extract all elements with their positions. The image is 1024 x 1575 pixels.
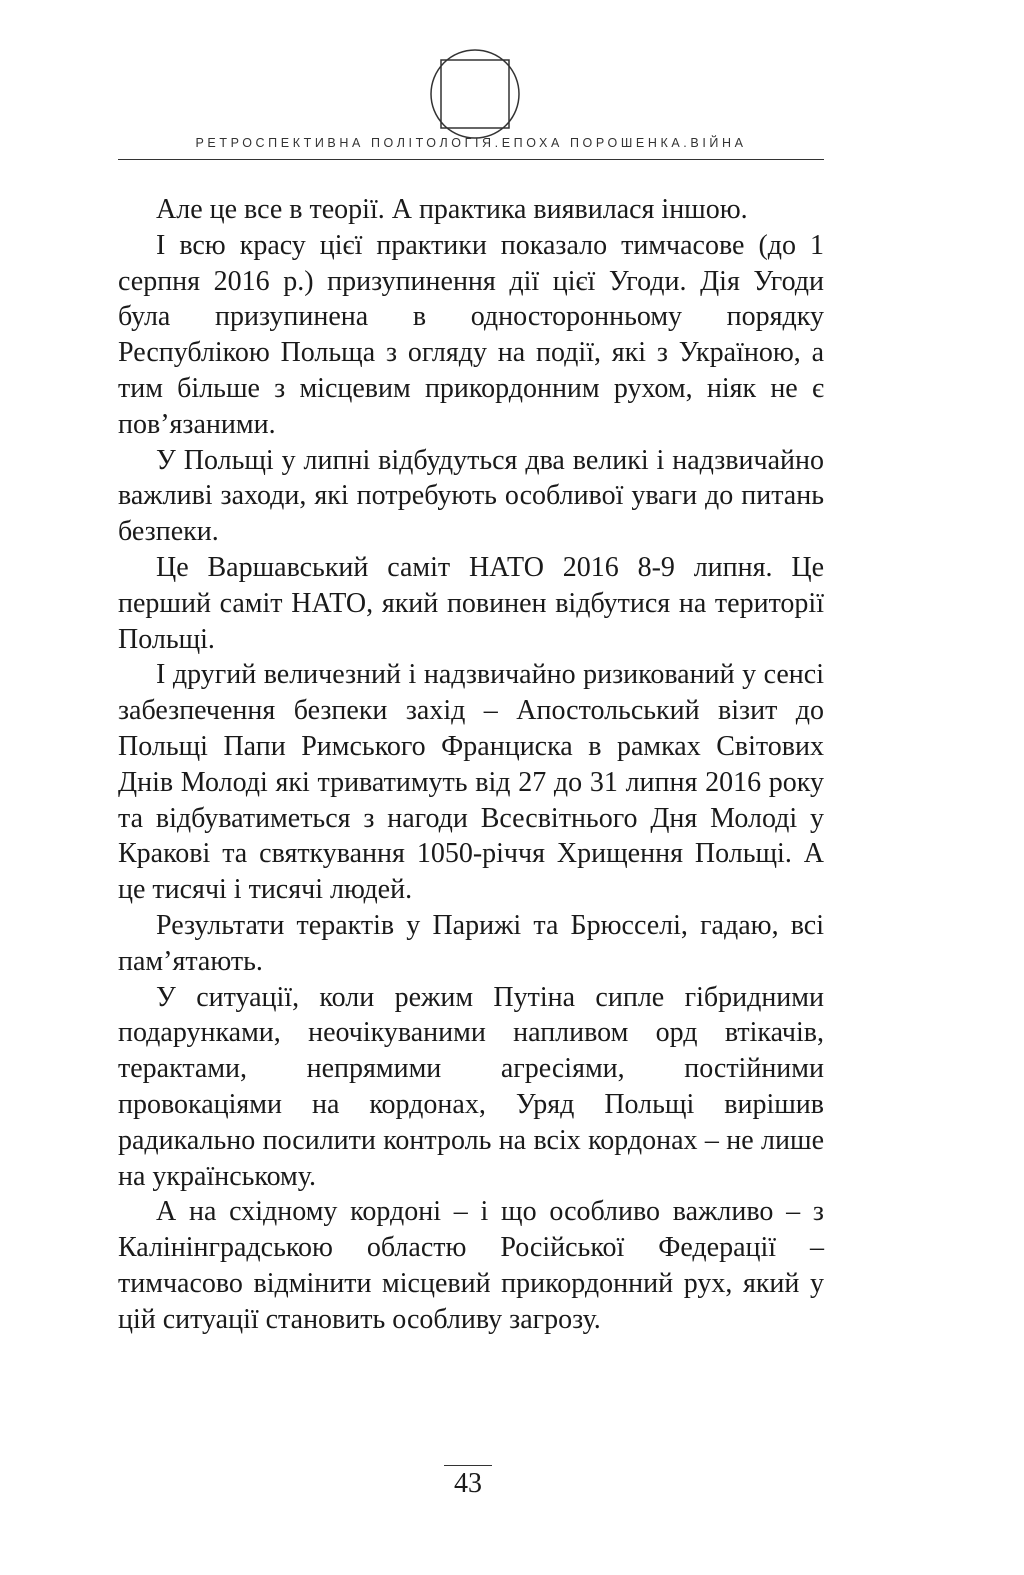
paragraph: І всю красу цієї практики показало тимчасове (до 1 серпня 2016 р.) призупинення дії цієї Угоди. Дія Угоди була призупинена в односторонньому порядку Республікою Польща з огляду на події, які з Україною, а тим більше з місцевим прикордонним рухом, ніяк не є пов’язаними. — [118, 229, 824, 440]
paragraph: І другий величезний і надзвичайно ризикований у сенсі забезпечення безпеки захід – Апостольський візит до Польщі Папи Римського Франциска в рамках Світових Днів Молоді які триватимуть від 27 до 31 липня 2016 року та відбуватиметься з нагоди Всесвітнього Дня Молоді у Кракові та святкування 1050-річчя Хрищення Польщі. А це тисячі і тисячі людей. — [118, 659, 824, 906]
paragraph: Результати терактів у Парижі та Брюсселі, гадаю, всі пам’ятають. — [118, 909, 824, 977]
paragraph: Це Варшавський саміт НАТО 2016 8-9 липня. Це перший саміт НАТО, який повинен відбутися на території Польщі. — [118, 551, 824, 655]
emblem-circle-square-icon — [429, 48, 521, 140]
paragraph: Але це все в теорії. А практика виявилася іншою. — [156, 194, 748, 225]
paragraph: У ситуації, коли режим Путіна сипле гібридними подарунками, неочікуваними напливом орд втікачів, терактами, непрямими агресіями, постійними провокаціями на кордонах, Уряд Польщі вирішив радикально посилити контроль на всіх кордонах – не лише на українському. — [118, 981, 824, 1192]
page-number: 43 — [444, 1465, 492, 1500]
paragraph: А на східному кордоні – і що особливо важливо – з Калінінградською областю Російської Федерації – тимчасово відмінити місцевий прикордонний рух, який у цій ситуації становить особливу загрозу. — [118, 1196, 824, 1335]
body-text — [118, 192, 824, 1338]
running-header: РЕТРОСПЕКТИВНА ПОЛІТОЛОГІЯ.ЕПОХА ПОРОШЕНКА.ВІЙНА — [195, 136, 747, 150]
header-rule — [118, 159, 824, 160]
paragraph: У Польщі у липні відбудуться два великі і надзвичайно важливі заходи, які потребують особливої уваги до питань безпеки. — [118, 444, 824, 548]
